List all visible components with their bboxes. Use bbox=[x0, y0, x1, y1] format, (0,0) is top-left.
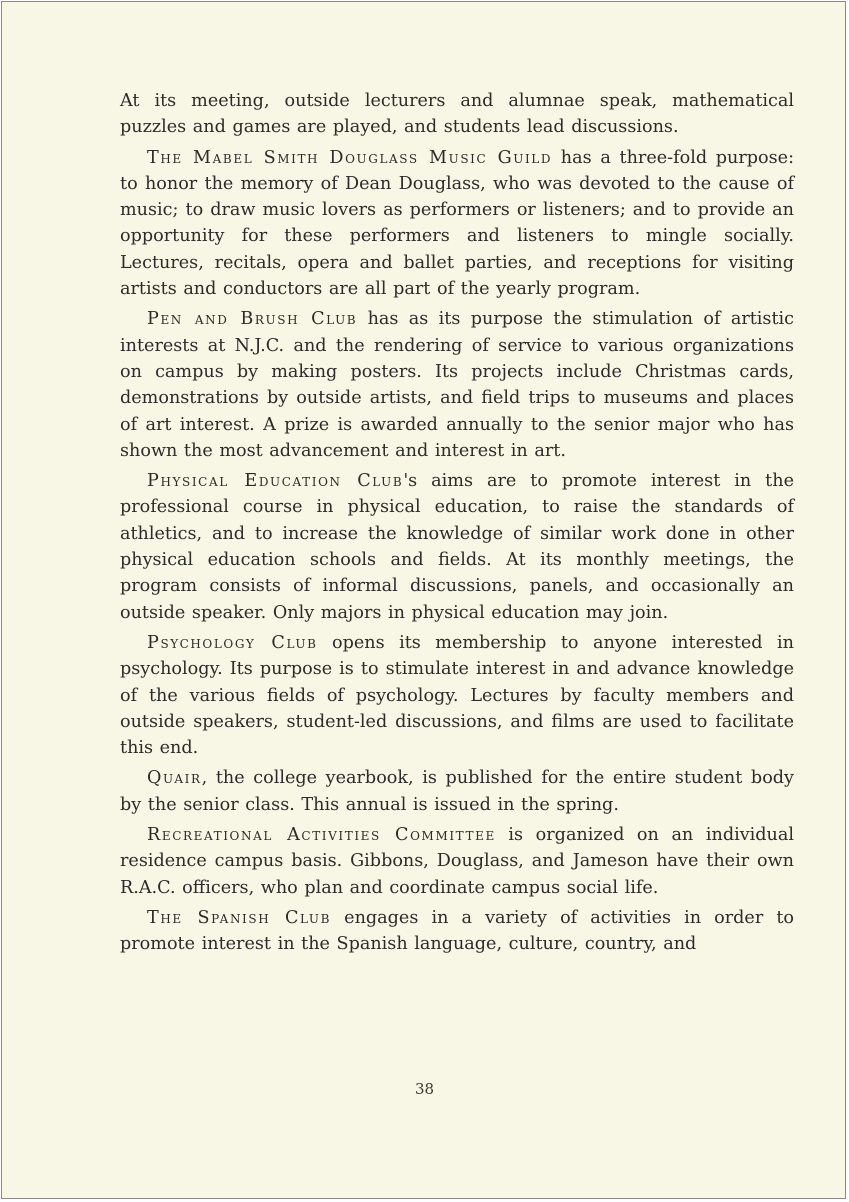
paragraph-text: has as its purpose the stimulation of artistic interests at N.J.C. and the rendering of service to various organizations on campus by making posters. Its projects include Christmas cards, demonstrations by outside artists, and field trips to museums and places of art interest. A prize is awarded annually to the senior major who has shown the most advancement and interest in art. bbox=[120, 309, 795, 461]
paragraph-physical-education-club bbox=[120, 468, 794, 626]
book-page bbox=[1, 1, 846, 1199]
paragraph-recreational-activities-committee bbox=[120, 822, 794, 901]
paragraph-text: opens its membership to anyone interested in psychology. Its purpose is to stimulate interest in and advance knowledge of the various fields of psychology. Lectures by faculty members and outside speakers, student-led discussions, and films are used to facilitate this end. bbox=[120, 632, 794, 759]
heading-quair: Quair bbox=[147, 768, 202, 789]
page-number: 38 bbox=[414, 1080, 435, 1098]
paragraph-text: is organized on an individual residence campus basis. Gibbons, Douglass, and Jameson have their own R.A.C. officers, who plan and coordinate campus social life. bbox=[120, 825, 794, 898]
paragraph-mathematics-club-continued bbox=[120, 88, 794, 141]
paragraph-psychology-club bbox=[120, 630, 794, 761]
heading-music-guild: The Mabel Smith Douglass Music Guild bbox=[147, 147, 553, 168]
heading-pen-and-brush-club: Pen and Brush Club bbox=[147, 309, 358, 330]
heading-spanish-club: The Spanish Club bbox=[147, 907, 332, 928]
heading-recreational-activities-committee: Recreational Activities Committee bbox=[147, 825, 496, 846]
paragraph-spanish-club bbox=[120, 905, 794, 958]
paragraph-text: 's aims are to promote interest in the professional course in physical education, to raise the standards of athletics, and to increase the knowledge of similar work done in other physical education schools and fields. At its monthly meetings, the program consists of informal discussions, panels, and occasionally an outside speaker. Only majors in physical education may join. bbox=[120, 471, 794, 623]
heading-physical-education-club: Physical Education Club bbox=[147, 471, 404, 492]
paragraph-pen-and-brush-club bbox=[120, 306, 794, 464]
paragraph-text: has a three-fold purpose: to honor the memory of Dean Douglass, who was devoted to the cause of music; to draw music lovers as performers or listeners; and to provide an opportunity for these performers and listeners to mingle socially. Lectures, recitals, opera and ballet parties, and receptions for visiting artists and conductors are all part of the yearly program. bbox=[120, 147, 795, 300]
paragraph-music-guild bbox=[120, 145, 794, 303]
paragraph-text: At its meeting, outside lecturers and alumnae speak, mathematical puzzles and games are played, and students lead discussions. bbox=[120, 91, 794, 138]
paragraph-text: engages in a variety of activities in order to promote interest in the Spanish language, culture, country, and bbox=[120, 907, 794, 955]
heading-psychology-club: Psychology Club bbox=[147, 632, 318, 653]
body-text bbox=[120, 88, 794, 962]
paragraph-text: , the college yearbook, is published for the entire student body by the senior class. This annual is issued in the spring. bbox=[120, 768, 794, 815]
paragraph-quair bbox=[120, 765, 794, 818]
